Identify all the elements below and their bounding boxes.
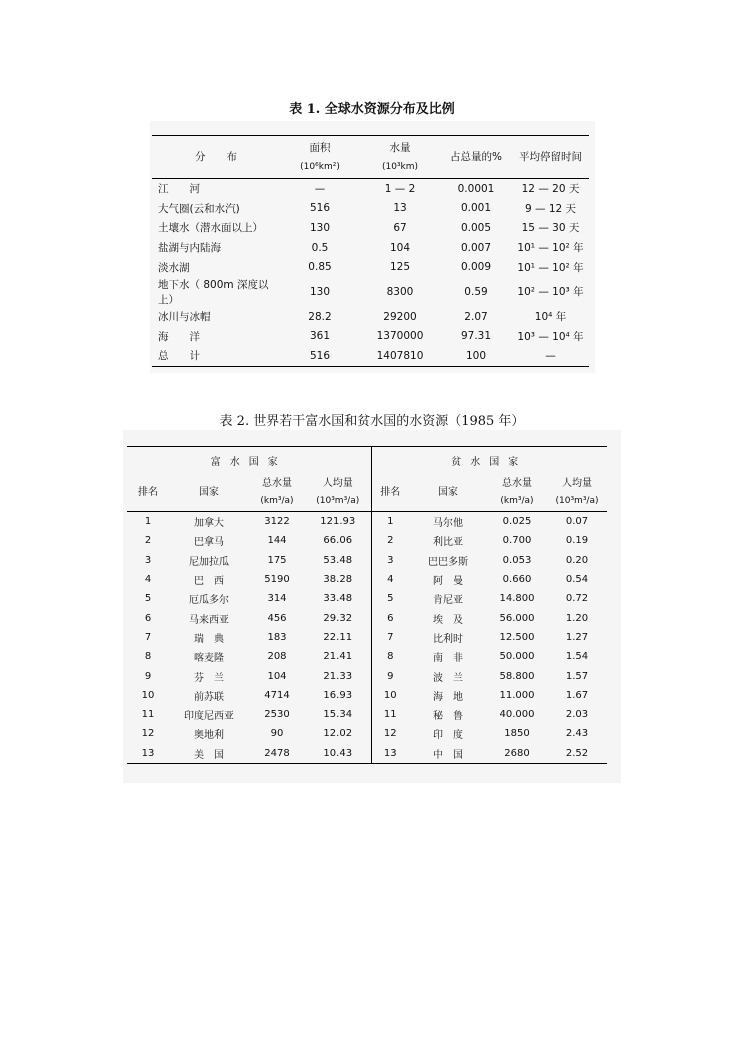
cell-rich-per-capita: 21.33 (323, 670, 353, 682)
cell-rich-total: 456 (267, 612, 287, 624)
cell-poor-country: 阿 曼 (433, 576, 463, 588)
cell-poor-per-capita: 0.20 (565, 554, 589, 566)
rich-percapita-unit: (10³m³/a) (316, 495, 360, 506)
cell-poor-rank: 8 (371, 647, 409, 666)
table-row (127, 744, 607, 764)
poor-country-header: 国家 (409, 473, 487, 512)
cell-percent: 97.31 (460, 330, 492, 343)
rich-rank-header: 排名 (127, 473, 169, 512)
cell-residence-time: — (512, 346, 589, 366)
table-row (152, 327, 589, 347)
cell-poor-rank: 4 (371, 570, 409, 589)
cell-rich-country: 巴 西 (194, 576, 224, 588)
cell-rich-per-capita: 38.28 (323, 574, 353, 586)
cell-rich-total: 2478 (249, 744, 305, 764)
cell-poor-rank: 13 (371, 744, 409, 764)
poor-percapita-label: 人均量 (562, 477, 592, 489)
cell-percent: 0.001 (460, 202, 492, 215)
cell-volume: 1407810 (360, 346, 440, 366)
table2-body (127, 512, 607, 764)
cell-poor-total: 1850 (504, 728, 530, 740)
cell-rich-total: 5190 (264, 574, 290, 586)
cell-rich-country: 马来西亚 (189, 614, 229, 626)
table-row (152, 218, 589, 238)
cell-rich-country: 巴拿马 (194, 537, 224, 549)
cell-rich-total: 144 (267, 535, 287, 547)
table-row (127, 608, 607, 627)
cell-percent: 100 (440, 346, 512, 366)
header-residence-time: 平均停留时间 (512, 136, 589, 179)
cell-poor-country: 中 国 (409, 744, 487, 764)
cell-poor-total: 0.700 (502, 535, 532, 547)
rich-country-header: 国家 (169, 473, 249, 512)
table2-subheader-row (127, 473, 607, 512)
cell-rich-total: 175 (267, 554, 287, 566)
cell-percent: 2.07 (464, 310, 488, 323)
cell-poor-country: 利比亚 (433, 537, 463, 549)
table-row (127, 666, 607, 685)
rich-percapita-label: 人均量 (322, 477, 353, 489)
cell-poor-total: 40.000 (499, 709, 535, 721)
cell-rich-rank: 1 (144, 516, 152, 528)
cell-distribution: 淡水湖 (158, 261, 190, 274)
cell-poor-country: 秘 鲁 (433, 711, 463, 723)
cell-rich-rank: 9 (144, 670, 152, 682)
cell-poor-rank: 2 (371, 531, 409, 550)
cell-volume: 1370000 (376, 330, 424, 343)
cell-poor-total: 50.000 (499, 651, 535, 663)
cell-poor-rank: 10 (371, 686, 409, 705)
cell-poor-rank: 5 (371, 589, 409, 608)
table2-group-header-row (127, 447, 607, 474)
cell-rich-country: 奥地利 (194, 730, 224, 742)
cell-area: 361 (309, 330, 331, 343)
cell-poor-per-capita: 1.57 (565, 670, 589, 682)
cell-rich-total: 3122 (264, 516, 290, 528)
cell-poor-rank: 11 (371, 705, 409, 724)
header-area-unit: (10⁶km²) (300, 161, 340, 172)
cell-poor-total: 58.800 (499, 670, 535, 682)
cell-area: 130 (309, 285, 331, 298)
table-row (127, 686, 607, 705)
cell-rich-total: 208 (267, 651, 287, 663)
cell-poor-rank: 3 (371, 551, 409, 570)
header-percent: 占总量的% (440, 136, 512, 179)
cell-poor-country: 比利时 (433, 633, 463, 645)
cell-poor-country: 波 兰 (433, 672, 463, 684)
header-volume (360, 136, 440, 179)
cell-rich-rank: 5 (144, 593, 152, 605)
cell-rich-rank: 11 (141, 709, 155, 721)
cell-rich-rank: 3 (144, 554, 152, 566)
cell-poor-per-capita: 1.67 (565, 689, 589, 701)
cell-volume: 125 (389, 261, 411, 274)
cell-rich-total: 4714 (264, 689, 290, 701)
cell-poor-total: 0.025 (502, 516, 532, 528)
rich-poor-water-table (127, 446, 607, 764)
cell-residence-time: 10³ — 10⁴ 年 (517, 330, 584, 343)
cell-residence-time: 15 — 30 天 (521, 222, 580, 235)
cell-poor-per-capita: 2.03 (565, 709, 589, 721)
poor-countries-header: 贫水国家 (371, 447, 607, 474)
table-row (152, 307, 589, 327)
cell-rich-total: 104 (267, 670, 287, 682)
table-row (152, 238, 589, 258)
rich-percapita-header (305, 473, 371, 512)
cell-poor-country: 马尔他 (433, 518, 463, 530)
cell-poor-per-capita: 0.54 (565, 574, 589, 586)
table-row (152, 199, 589, 219)
cell-poor-per-capita: 2.52 (547, 744, 607, 764)
cell-poor-total: 11.000 (499, 689, 535, 701)
cell-residence-time: 10¹ — 10² 年 (517, 242, 584, 255)
poor-total-header (487, 473, 547, 512)
table-row (127, 724, 607, 743)
cell-rich-per-capita: 16.93 (323, 689, 353, 701)
table-row (152, 179, 589, 199)
cell-percent: 0.59 (464, 285, 488, 298)
cell-volume: 104 (389, 241, 411, 254)
cell-poor-rank: 6 (371, 608, 409, 627)
cell-poor-total: 12.500 (499, 631, 535, 643)
cell-rich-country: 厄瓜多尔 (189, 595, 229, 607)
cell-volume: 13 (393, 202, 407, 215)
cell-percent: 0.007 (460, 241, 492, 254)
rich-total-header (249, 473, 305, 512)
cell-poor-total: 14.800 (499, 593, 535, 605)
cell-rich-rank: 4 (144, 574, 152, 586)
cell-residence-time: 12 — 20 天 (521, 183, 580, 196)
cell-rich-total: 183 (267, 631, 287, 643)
cell-rich-rank: 2 (144, 535, 152, 547)
table-row (127, 570, 607, 589)
header-distribution: 分 布 (152, 136, 280, 179)
cell-poor-per-capita: 1.27 (565, 631, 589, 643)
table-row (127, 512, 607, 532)
table-row (127, 551, 607, 570)
cell-area: 516 (280, 346, 360, 366)
cell-rich-rank: 8 (144, 651, 152, 663)
cell-rich-per-capita: 21.41 (323, 651, 353, 663)
header-area-label: 面积 (309, 141, 331, 154)
cell-distribution: 土壤水（潜水面以上） (158, 222, 263, 235)
water-distribution-table (152, 135, 589, 367)
cell-poor-total: 0.053 (502, 554, 532, 566)
cell-rich-per-capita: 29.32 (323, 612, 353, 624)
cell-distribution: 总 计 (152, 346, 280, 366)
cell-volume: 67 (393, 221, 407, 234)
header-area (280, 136, 360, 179)
cell-rich-country: 加拿大 (194, 518, 224, 530)
cell-area: 28.2 (308, 310, 332, 323)
cell-poor-country: 巴巴多斯 (428, 556, 468, 568)
cell-rich-country: 瑞 典 (194, 633, 224, 645)
cell-poor-per-capita: 0.19 (565, 535, 589, 547)
cell-rich-country: 喀麦隆 (194, 653, 224, 665)
cell-residence-time: 10¹ — 10² 年 (517, 261, 584, 274)
cell-rich-country: 美 国 (169, 744, 249, 764)
cell-poor-per-capita: 1.20 (565, 612, 589, 624)
cell-distribution: 大气圈(云和水汽) (158, 202, 240, 215)
cell-poor-country: 海 地 (433, 691, 463, 703)
cell-distribution: 江 河 (158, 183, 200, 196)
cell-rich-country: 印度尼西亚 (184, 711, 234, 723)
cell-poor-rank: 12 (371, 724, 409, 743)
cell-poor-total: 56.000 (499, 612, 535, 624)
table-row (127, 705, 607, 724)
cell-rich-country: 前苏联 (194, 691, 224, 703)
table-row (152, 257, 589, 277)
cell-area: 0.85 (308, 261, 332, 274)
cell-poor-rank: 9 (371, 666, 409, 685)
poor-percapita-header (547, 473, 607, 512)
cell-area: — (314, 182, 326, 195)
cell-rich-rank: 12 (141, 728, 155, 740)
table1-header-row (152, 136, 589, 179)
cell-rich-per-capita: 10.43 (305, 744, 371, 764)
cell-rich-rank: 7 (144, 631, 152, 643)
cell-area: 516 (309, 202, 331, 215)
cell-residence-time: 10⁴ 年 (534, 311, 567, 324)
cell-poor-rank: 7 (371, 628, 409, 647)
cell-residence-time: 10² — 10³ 年 (517, 286, 584, 299)
cell-poor-country: 埃 及 (433, 614, 463, 626)
cell-poor-per-capita: 0.07 (565, 516, 589, 528)
cell-rich-per-capita: 121.93 (320, 516, 356, 528)
poor-rank-header: 排名 (371, 473, 409, 512)
table-row (152, 346, 589, 366)
cell-rich-rank: 10 (141, 689, 155, 701)
cell-rich-rank: 13 (127, 744, 169, 764)
header-volume-unit: (10³km) (381, 161, 419, 172)
cell-percent: 0.009 (460, 261, 492, 274)
table-row (127, 531, 607, 550)
cell-poor-country: 印 度 (433, 730, 463, 742)
cell-rich-total: 90 (270, 728, 284, 740)
table-row (127, 589, 607, 608)
cell-area: 0.5 (311, 241, 329, 254)
cell-rich-country: 尼加拉瓜 (189, 556, 229, 568)
rich-total-unit: (km³/a) (260, 495, 294, 506)
rich-countries-header: 富水国家 (127, 447, 371, 474)
table-row (127, 628, 607, 647)
cell-rich-rank: 6 (144, 612, 152, 624)
cell-rich-per-capita: 15.34 (323, 709, 353, 721)
cell-distribution: 海 洋 (158, 330, 200, 343)
poor-percapita-unit: (10³m³/a) (555, 495, 599, 506)
cell-poor-total: 0.660 (502, 574, 532, 586)
cell-rich-per-capita: 22.11 (323, 631, 353, 643)
table1-title: 表 1. 全球水资源分布及比例 (289, 102, 455, 117)
cell-percent: 0.0001 (457, 182, 495, 195)
cell-percent: 0.005 (460, 221, 492, 234)
cell-volume: 29200 (383, 310, 417, 323)
rich-total-label: 总水量 (262, 477, 292, 489)
table2-title: 表 2. 世界若干富水国和贫水国的水资源（1985 年） (219, 414, 525, 429)
cell-poor-per-capita: 2.43 (565, 728, 589, 740)
poor-total-unit: (km³/a) (500, 495, 534, 506)
cell-distribution: 盐湖与内陆海 (158, 242, 221, 255)
cell-rich-country: 芬 兰 (194, 672, 224, 684)
cell-poor-per-capita: 0.72 (565, 593, 589, 605)
cell-rich-per-capita: 12.02 (323, 728, 353, 740)
cell-poor-country: 肯尼亚 (433, 595, 463, 607)
cell-rich-total: 2530 (264, 709, 290, 721)
cell-distribution: 地下水（ 800m 深度以上） (158, 278, 269, 306)
poor-total-label: 总水量 (502, 477, 532, 489)
cell-rich-per-capita: 53.48 (323, 554, 353, 566)
cell-area: 130 (309, 221, 331, 234)
cell-rich-per-capita: 33.48 (323, 593, 353, 605)
table-row (127, 647, 607, 666)
cell-volume: 8300 (386, 285, 414, 298)
table1-body (152, 179, 589, 367)
cell-distribution: 冰川与冰帽 (158, 311, 211, 324)
cell-rich-total: 314 (267, 593, 287, 605)
header-volume-label: 水量 (389, 141, 411, 154)
cell-poor-per-capita: 1.54 (565, 651, 589, 663)
table-row (152, 277, 589, 307)
cell-rich-per-capita: 66.06 (323, 535, 353, 547)
cell-volume: 1 — 2 (384, 182, 416, 195)
cell-poor-rank: 1 (371, 512, 409, 532)
cell-poor-country: 南 非 (433, 653, 463, 665)
cell-residence-time: 9 — 12 天 (524, 202, 577, 215)
cell-poor-total: 2680 (487, 744, 547, 764)
